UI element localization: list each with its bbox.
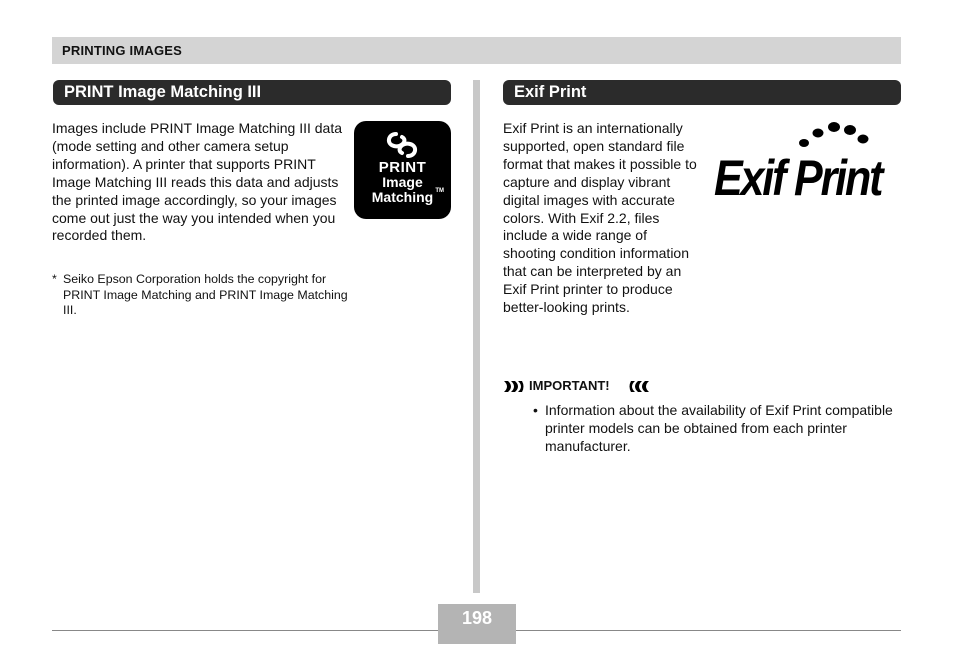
pim-logo: [354, 121, 451, 219]
pim-logo-line2: Image: [382, 174, 423, 190]
page-number-box: [438, 604, 516, 631]
section-heading-exif-label: Exif Print: [514, 83, 587, 101]
page-number: 198: [461, 608, 493, 628]
important-right-icon: [628, 380, 650, 393]
important-label: IMPORTANT!: [529, 378, 610, 393]
important-bullet: [533, 402, 905, 456]
exif-description: Exif Print is an internationally supported, open standard file format that makes it possible to capture and display vibrant digital images with accurate colors. With Exif 2.2, files include a wide range of shooting condition information that can be interpreted by an Exif Print printer to produce better-looking prints.: [503, 120, 697, 316]
pim-logo-tm: TM: [435, 188, 444, 194]
section-heading-pim-label: PRINT Image Matching III: [64, 83, 262, 101]
pim-logo-words: [354, 161, 451, 205]
important-left-icon: [503, 380, 525, 393]
chapter-title: PRINTING IMAGES: [62, 43, 183, 58]
page-number-strip: [438, 631, 516, 644]
section-heading-pim: [53, 80, 451, 105]
exif-print-logo: [712, 121, 902, 206]
pim-logo-line1: PRINT: [378, 159, 427, 176]
chapter-header: [52, 37, 901, 64]
bullet-mark: •: [533, 402, 538, 418]
bullet-text: Information about the availability of Exif Print compatible printer models can be obtained from each printer manufacturer.: [545, 402, 893, 454]
pim-description: Images include PRINT Image Matching III data (mode setting and other camera setup information). A printer that supports PRINT Image Matching III reads this data and adjusts the printed image accordingly, so your images come out just the way you intended when you recorded them.: [52, 120, 342, 244]
copyright-note: [52, 272, 352, 319]
note-asterisk: *: [52, 272, 57, 286]
pim-swirl-icon: [382, 128, 422, 162]
pim-logo-line3: Matching: [371, 189, 434, 205]
exif-logo-text: Exif Print: [714, 150, 882, 206]
note-text: Seiko Epson Corporation holds the copyright for PRINT Image Matching and PRINT Image Matching III.: [63, 272, 348, 318]
column-divider: [473, 80, 480, 593]
section-heading-exif: [503, 80, 901, 105]
